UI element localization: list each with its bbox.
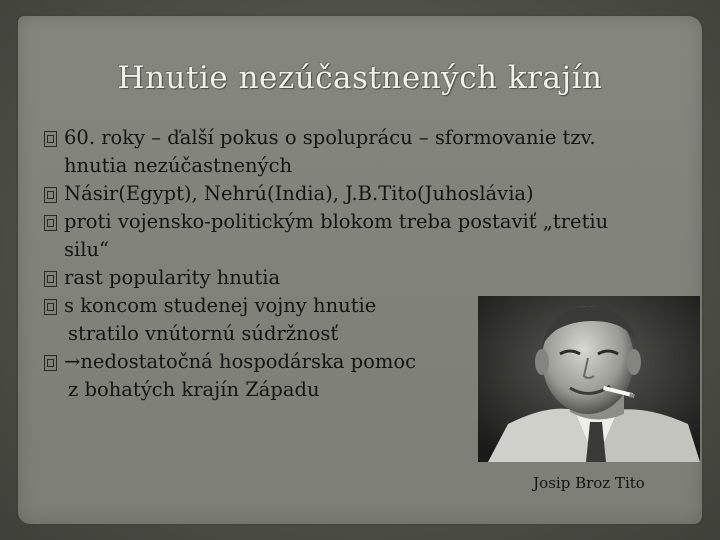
bullet-text: s koncom studenej vojny hnutie: [64, 294, 377, 317]
bullet-text: proti vojensko-politickým blokom treba postaviť „tretiu: [64, 210, 609, 233]
bullet-item: [40, 124, 690, 152]
bullet-icon: [40, 292, 64, 320]
bullet-text-continuation: stratilo vnútornú súdržnosť: [68, 322, 339, 345]
bullet-text: rast popularity hnutia: [64, 266, 281, 289]
bullet-icon: [40, 124, 64, 152]
bullet-text-continuation: z bohatých krajín Západu: [68, 378, 320, 401]
slide-title: Hnutie nezúčastnených krajín: [117, 60, 603, 96]
bullet-icon: [40, 264, 64, 292]
bullet-item: [40, 208, 690, 236]
bullet-icon: [40, 348, 64, 376]
bullet-item: [40, 180, 690, 208]
bullet-text-continuation: silu“: [64, 238, 110, 261]
bullet-item: [40, 264, 690, 292]
bullet-text: Násir(Egypt), Nehrú(India), J.B.Tito(Juhoslávia): [64, 182, 534, 205]
bullet-text-continuation: hnutia nezúčastnených: [64, 154, 293, 177]
bullet-icon: [40, 180, 64, 208]
bullet-text: 60. roky – ďalší pokus o spoluprácu – sformovanie tzv.: [64, 126, 596, 149]
photo-caption: Josip Broz Tito: [533, 474, 645, 492]
bullet-text: →nedostatočná hospodárska pomoc: [64, 350, 416, 373]
portrait-photo: [478, 296, 700, 462]
bullet-icon: [40, 208, 64, 236]
